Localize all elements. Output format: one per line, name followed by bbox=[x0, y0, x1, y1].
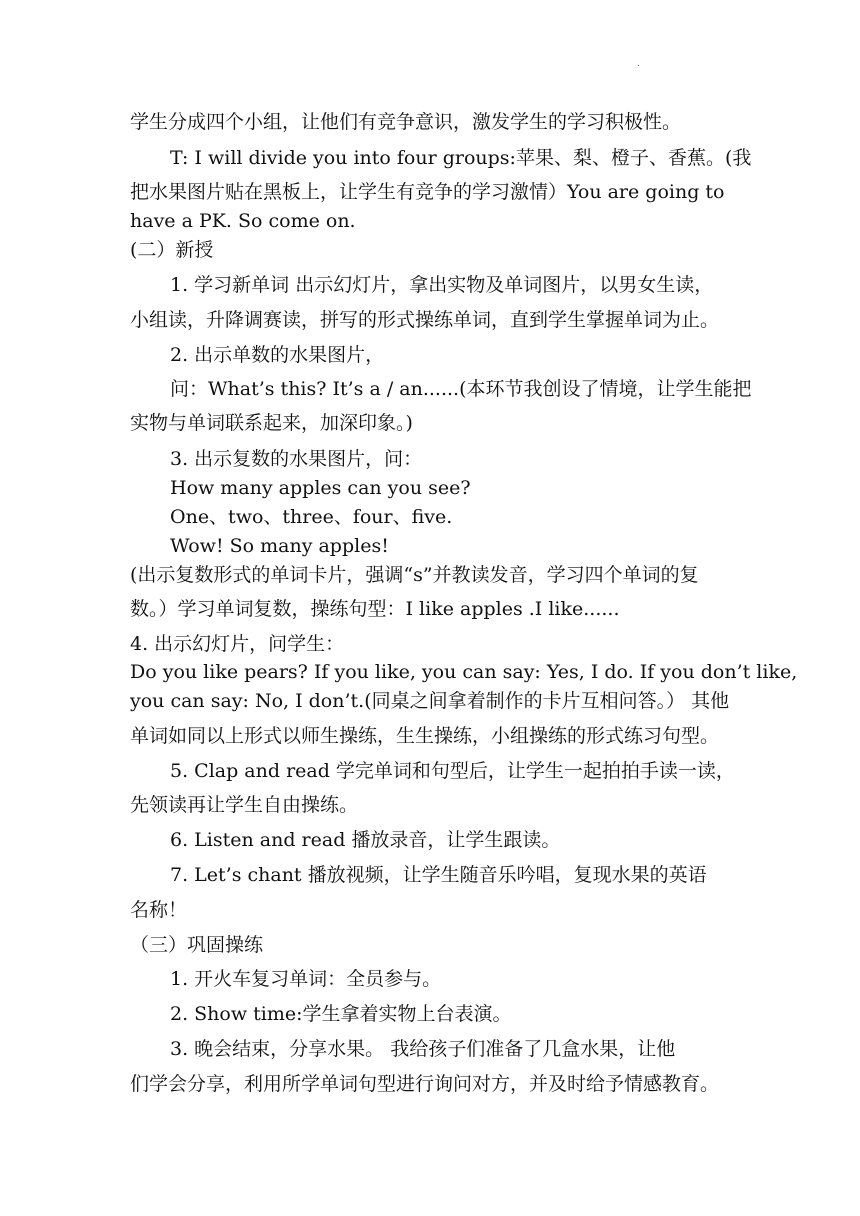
text-line: How many apples can you see? bbox=[170, 477, 471, 499]
section-heading: （三）巩固操练 bbox=[130, 934, 264, 956]
text-line: T: I will divide you into four groups:苹果、梨、橙子、香蕉。(我 bbox=[170, 147, 752, 169]
text-line: Do you like pears? If you like, you can say: Yes, I do. If you don’t like, bbox=[130, 661, 798, 683]
text-line: 学生分成四个小组，让他们有竞争意识，激发学生的学习积极性。 bbox=[130, 111, 682, 133]
text-line: 问：What’s this? It’s a / an......(本环节我创设了情境，让学生能把 bbox=[170, 378, 752, 400]
text-line: 把水果图片贴在黑板上，让学生有竞争的学习激情）You are going to bbox=[130, 181, 725, 203]
text-line: 小组读，升降调赛读，拼写的形式操练单词，直到学生掌握单词为止。 bbox=[130, 309, 720, 331]
text-line: 单词如同以上形式以师生操练，生生操练，小组操练的形式练习句型。 bbox=[130, 725, 720, 747]
text-line: 2. Show time:学生拿着实物上台表演。 bbox=[170, 1003, 512, 1025]
text-line: 1. 学习新单词 出示幻灯片，拿出实物及单词图片，以男女生读， bbox=[170, 274, 714, 296]
text-line: 名称！ bbox=[130, 899, 188, 921]
text-line: have a PK. So come on. bbox=[130, 210, 356, 232]
text-line: 4. 出示幻灯片，问学生： bbox=[130, 633, 345, 655]
text-line: 实物与单词联系起来，加深印象。) bbox=[130, 412, 413, 434]
text-line: 6. Listen and read 播放录音，让学生跟读。 bbox=[170, 829, 561, 851]
text-line: 3. 晚会结束，分享水果。 我给孩子们准备了几盒水果，让他 bbox=[170, 1038, 676, 1060]
text-line: Wow! So many apples! bbox=[170, 535, 389, 557]
text-line: 1. 开火车复习单词：全员参与。 bbox=[170, 968, 442, 990]
section-heading: (二）新授 bbox=[130, 239, 214, 261]
text-line: 们学会分享，利用所学单词句型进行询问对方，并及时给予情感教育。 bbox=[130, 1073, 720, 1095]
text-line: 5. Clap and read 学完单词和句型后，让学生一起拍拍手读一读， bbox=[170, 760, 735, 782]
text-line: 3. 出示复数的水果图片，问： bbox=[170, 448, 423, 470]
text-line: One、two、three、four、five. bbox=[170, 506, 453, 528]
text-line: (出示复数形式的单词卡片，强调“s”并教读发音，学习四个单词的复 bbox=[130, 564, 699, 586]
text-line: 先领读再让学生自由操练。 bbox=[130, 794, 359, 816]
text-line: 数。）学习单词复数，操练句型：I like apples .I like...... bbox=[130, 598, 620, 620]
text-line: 7. Let’s chant 播放视频，让学生随音乐吟唱，复现水果的英语 bbox=[170, 864, 707, 886]
page-mark: . bbox=[637, 58, 640, 69]
text-line: you can say: No, I don’t.(同桌之间拿着制作的卡片互相问答。） 其他 bbox=[130, 690, 730, 712]
text-line: 2. 出示单数的水果图片， bbox=[170, 344, 385, 366]
